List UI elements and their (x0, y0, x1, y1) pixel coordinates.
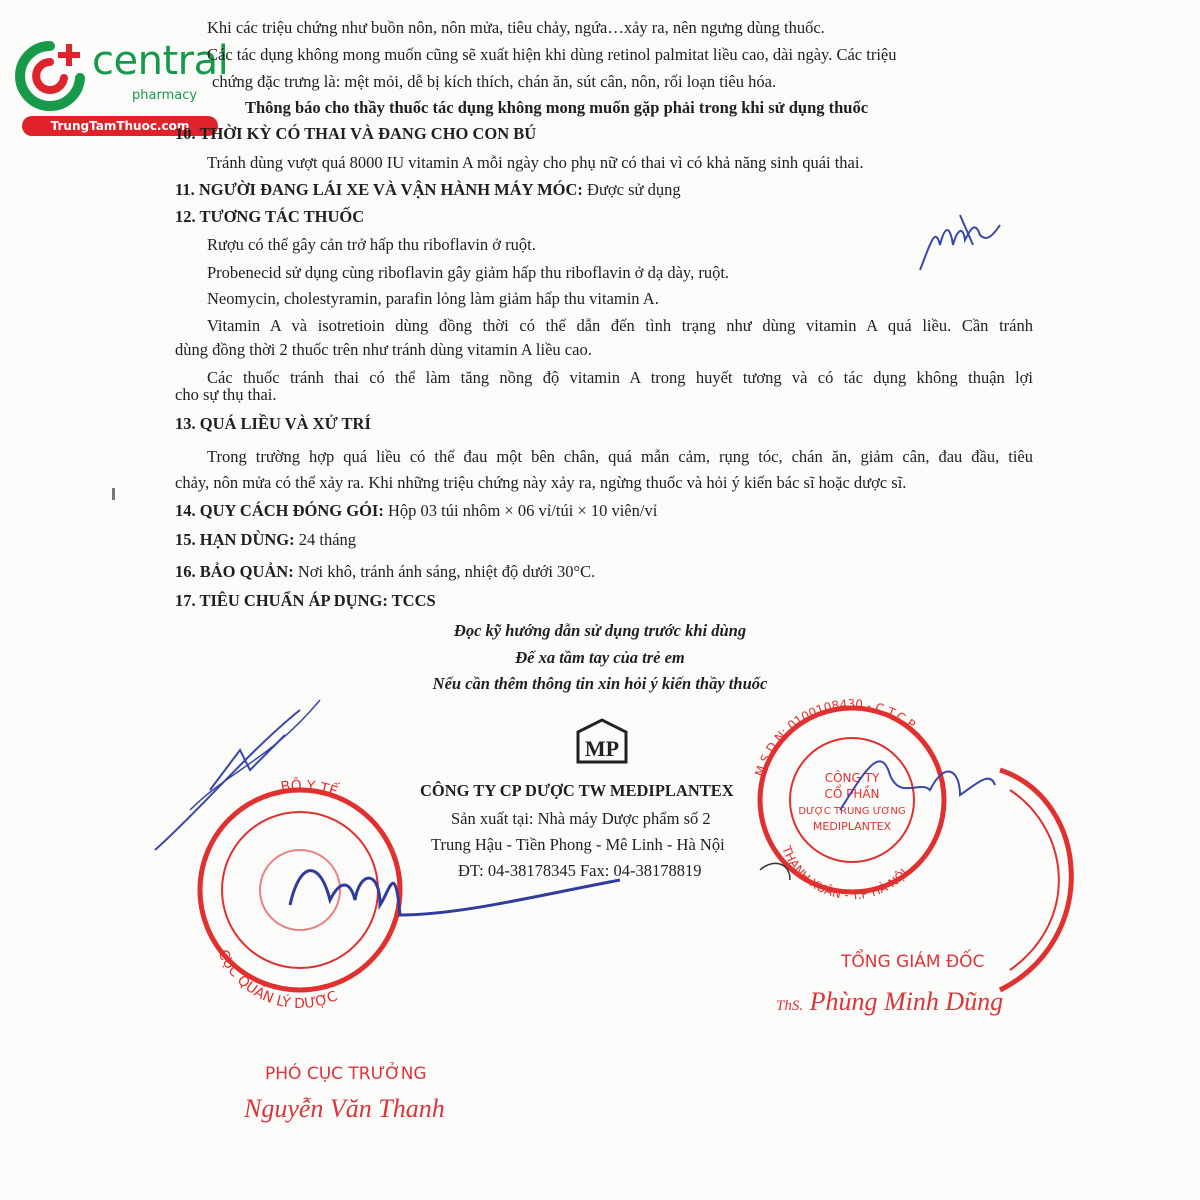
section-12-line: Các thuốc tránh thai có thể làm tăng nồng độ vitamin A trong huyết tương và có tác dụng không thuận lợi (207, 368, 1033, 387)
left-signer-title: PHÓ CỤC TRƯỞNG (265, 1064, 427, 1084)
section-13-line: chảy, nôn mửa có thể xảy ra. Khi những triệu chứng này xảy ra, ngừng thuốc và hỏi ý kiến bác sĩ hoặc dược sĩ. (175, 473, 907, 492)
partial-ministry-stamp (1000, 770, 1071, 990)
section-13-heading: 13. QUÁ LIỀU VÀ XỬ TRÍ (175, 414, 371, 433)
right-stamp-center-3: DƯỢC TRUNG ƯƠNG (798, 806, 906, 817)
section-16-heading: 16. BẢO QUẢN: (175, 562, 294, 581)
body-line-1: Khi các triệu chứng như buồn nôn, nôn mửa, tiêu chảy, ngứa…xảy ra, nên ngưng dùng thuốc. (207, 18, 825, 37)
section-11 (175, 180, 681, 200)
section-14-heading: 14. QUY CÁCH ĐÓNG GÓI: (175, 501, 384, 520)
right-stamp-center-2: CỔ PHẦN (824, 787, 880, 801)
section-11-heading: 11. NGƯỜI ĐANG LÁI XE VÀ VẬN HÀNH MÁY MÓC: (175, 180, 583, 199)
handwritten-initial (915, 205, 1005, 275)
central-pharmacy-logo[interactable] (10, 36, 229, 136)
right-signer-title: TỔNG GIÁM ĐỐC (841, 952, 985, 972)
body-line-2: Các tác dụng không mong muốn cũng sẽ xuất hiện khi dùng retinol palmitat liều cao, dài ngày. Các triệu (207, 45, 897, 64)
section-12-line: Neomycin, cholestyramin, parafin lỏng làm giảm hấp thu vitamin A. (207, 289, 659, 308)
company-contact: ĐT: 04-38178345 Fax: 04-38178819 (458, 861, 702, 880)
left-signer-name: Nguyễn Văn Thanh (244, 1094, 445, 1123)
right-signature-stroke (840, 761, 995, 810)
logo-brand: central (92, 38, 229, 84)
mediplantex-logo (572, 718, 632, 768)
mediplantex-logo-text: MP (584, 736, 620, 761)
section-12-line: cho sự thụ thai. (175, 385, 277, 404)
company-made-at: Sản xuất tại: Nhà máy Dược phẩm số 2 (451, 809, 711, 828)
section-15-value: 24 tháng (298, 530, 357, 549)
right-stamp-center-4: MEDIPLANTEX (812, 820, 892, 833)
body-line-3: chứng đặc trưng là: mệt mỏi, dễ bị kích thích, chán ăn, sút cân, nôn, rối loạn tiêu hóa. (212, 72, 777, 91)
right-company-stamp (752, 697, 944, 902)
central-pharmacy-logo-icon (10, 36, 90, 116)
notice-line: Thông báo cho thầy thuốc tác dụng không mong muốn gặp phải trong khi sử dụng thuốc (245, 98, 869, 117)
section-12-line: dùng đồng thời 2 thuốc trên như tránh dùng vitamin A liều cao. (175, 340, 592, 359)
logo-site: TrungTamThuoc.com (22, 116, 218, 136)
section-13-line: Trong trường hợp quá liều có thể đau một bên chân, quá mẫn cảm, rụng tóc, chán ăn, giảm cân, đau đầu, tiêu (207, 447, 1033, 466)
right-signer-prefix: ThS. (776, 998, 804, 1014)
company-address: Trung Hậu - Tiền Phong - Mê Linh - Hà Nội (431, 835, 725, 854)
section-10-text: Tránh dùng vượt quá 8000 IU vitamin A mỗi ngày cho phụ nữ có thai vì có khả năng sinh quái thai. (207, 153, 864, 172)
logo-sub: pharmacy (132, 88, 198, 103)
left-stamp-bottom: CỤC QUẢN LÝ DƯỢC (214, 947, 340, 1013)
section-16 (175, 562, 595, 582)
right-signer-fullname: Phùng Minh Dũng (809, 987, 1004, 1016)
right-signer-name (776, 987, 1003, 1017)
pen-stroke (210, 735, 285, 790)
section-12-heading: 12. TƯƠNG TÁC THUỐC (175, 207, 365, 226)
section-12-line: Vitamin A và isotretioin dùng đồng thời có thể dẫn đến tình trạng như dùng vitamin A quá liều. Cần tránh (207, 316, 1033, 335)
margin-mark (112, 488, 115, 500)
left-stamp-top: BỘ Y TẾ (279, 777, 340, 801)
section-12-line: Rượu có thể gây cản trở hấp thu riboflavin ở ruột. (207, 235, 536, 254)
section-14-value: Hộp 03 túi nhôm × 06 vỉ/túi × 10 viên/vỉ (387, 501, 658, 520)
section-17-heading: 17. TIÊU CHUẨN ÁP DỤNG: TCCS (175, 591, 436, 610)
warning-line: Nếu cần thêm thông tin xin hỏi ý kiến thầy thuốc (432, 674, 768, 693)
warning-line: Đọc kỹ hướng dẫn sử dụng trước khi dùng (453, 621, 747, 640)
company-name: CÔNG TY CP DƯỢC TW MEDIPLANTEX (420, 781, 734, 800)
section-16-value: Nơi khô, tránh ánh sáng, nhiệt độ dưới 30°C. (297, 562, 596, 581)
right-stamp-center-1: CÔNG TY (824, 771, 880, 785)
warning-line: Để xa tầm tay của trẻ em (515, 648, 685, 667)
right-stamp-bottom: THANH XUÂN - T.P HÀ NỘI (779, 843, 911, 903)
section-10-heading: 10. THỜI KỲ CÓ THAI VÀ ĐANG CHO CON BÚ (175, 124, 537, 143)
right-stamp-ring: M.S.D.N: 0100108430 - C.T.C.P (752, 696, 918, 779)
section-11-value: Được sử dụng (587, 180, 681, 199)
left-official-stamp (200, 776, 400, 1012)
section-14 (175, 501, 657, 521)
section-15 (175, 530, 356, 550)
section-15-heading: 15. HẠN DÙNG: (175, 530, 295, 549)
section-12-line: Probenecid sử dụng cùng riboflavin gây giảm hấp thu riboflavin ở dạ dày, ruột. (207, 263, 730, 282)
